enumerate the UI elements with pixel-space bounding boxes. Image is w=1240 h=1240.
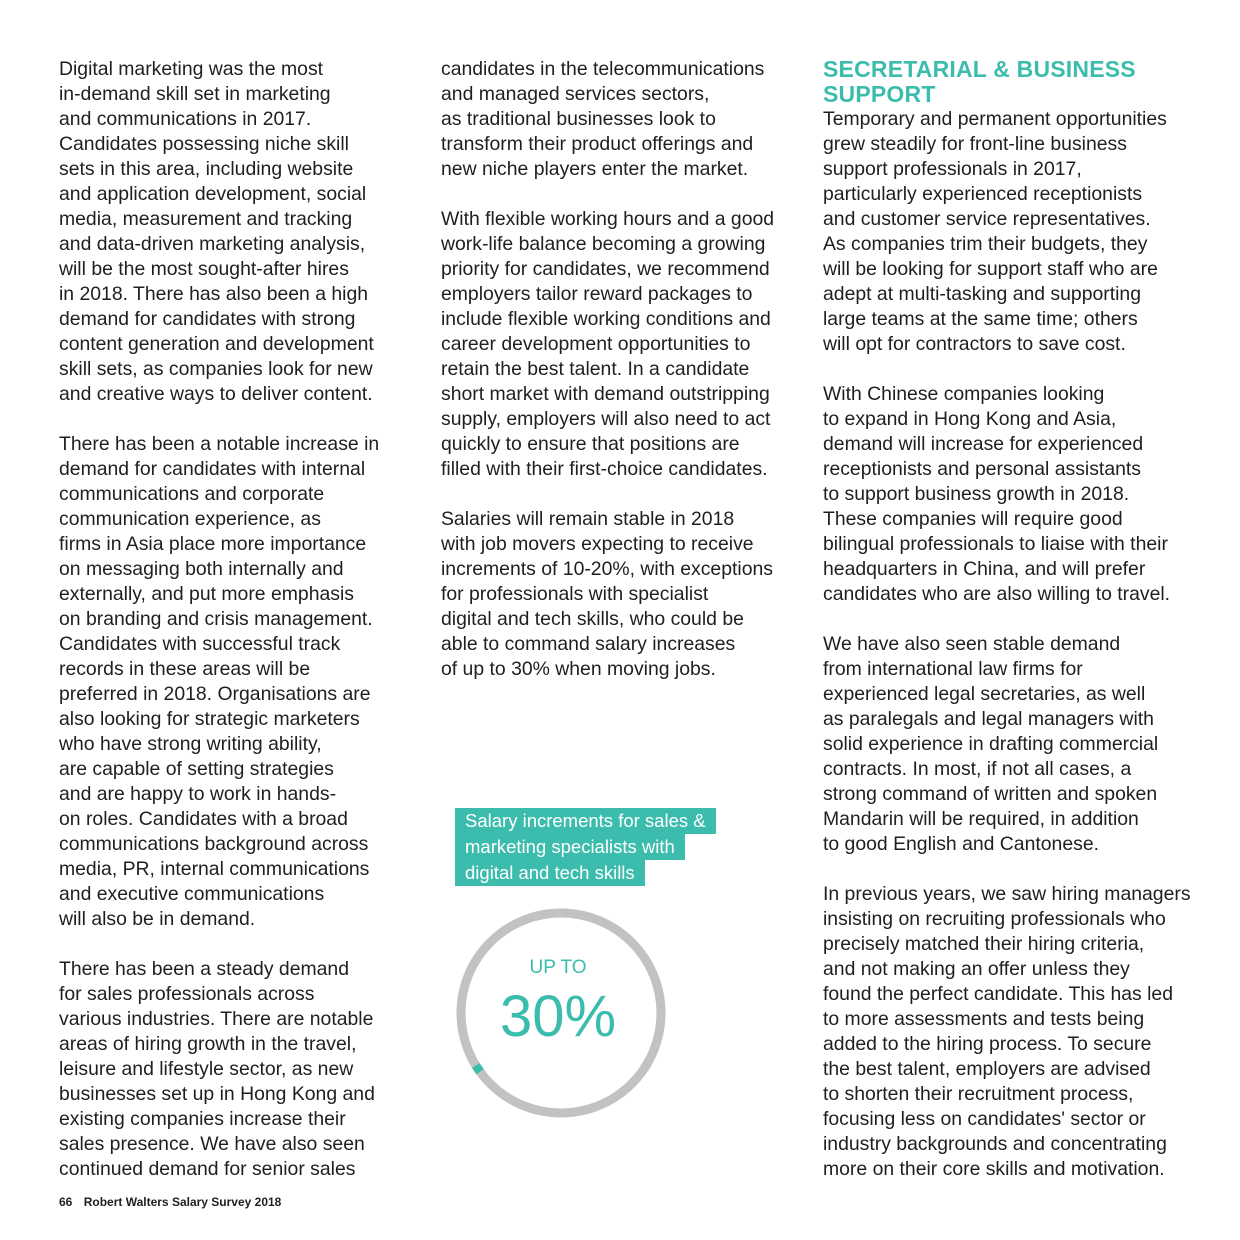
paragraph bbox=[823, 107, 1193, 357]
text-line: Mandarin will be required, in addition bbox=[823, 808, 1139, 830]
text-line: candidates in the telecommunications bbox=[441, 58, 765, 80]
text-line: on messaging both internally and bbox=[59, 558, 344, 580]
text-line: and managed services sectors, bbox=[441, 83, 710, 105]
text-line: media, PR, internal communications bbox=[59, 858, 370, 880]
text-line: work-life balance becoming a growing bbox=[441, 233, 766, 255]
text-line: will opt for contractors to save cost. bbox=[823, 333, 1126, 355]
text-line: skill sets, as companies look for new bbox=[59, 358, 373, 380]
text-line: found the perfect candidate. This has led bbox=[823, 983, 1173, 1005]
text-line: adept at multi-tasking and supporting bbox=[823, 283, 1141, 305]
column-2 bbox=[441, 57, 801, 707]
text-line: and not making an offer unless they bbox=[823, 958, 1130, 980]
text-line: focusing less on candidates' sector or bbox=[823, 1108, 1146, 1130]
text-line: communication experience, as bbox=[59, 508, 321, 530]
text-line: demand for candidates with internal bbox=[59, 458, 366, 480]
text-line: Candidates possessing niche skill bbox=[59, 133, 349, 155]
text-line: There has been a notable increase in bbox=[59, 433, 380, 455]
text-line: with job movers expecting to receive bbox=[441, 533, 754, 555]
text-line: to shorten their recruitment process, bbox=[823, 1083, 1134, 1105]
text-line: With Chinese companies looking bbox=[823, 383, 1105, 405]
text-line: Salaries will remain stable in 2018 bbox=[441, 508, 735, 530]
text-line: media, measurement and tracking bbox=[59, 208, 353, 230]
text-line: in 2018. There has also been a high bbox=[59, 283, 369, 305]
text-line: Temporary and permanent opportunities bbox=[823, 108, 1167, 130]
text-line: continued demand for senior sales bbox=[59, 1158, 356, 1180]
text-line: and are happy to work in hands- bbox=[59, 783, 337, 805]
text-line: solid experience in drafting commercial bbox=[823, 733, 1159, 755]
text-line: contracts. In most, if not all cases, a bbox=[823, 758, 1132, 780]
text-line: transform their product offerings and bbox=[441, 133, 754, 155]
text-line: are capable of setting strategies bbox=[59, 758, 334, 780]
text-line: There has been a steady demand bbox=[59, 958, 349, 980]
heading-line: SECRETARIAL & BUSINESS bbox=[823, 56, 1136, 82]
text-line: We have also seen stable demand bbox=[823, 633, 1121, 655]
text-line: support professionals in 2017, bbox=[823, 158, 1082, 180]
text-line: large teams at the same time; others bbox=[823, 308, 1138, 330]
paragraph bbox=[441, 57, 801, 182]
text-line: strong command of written and spoken bbox=[823, 783, 1158, 805]
text-line: and application development, social bbox=[59, 183, 367, 205]
text-line: on roles. Candidates with a broad bbox=[59, 808, 348, 830]
text-line: the best talent, employers are advised bbox=[823, 1058, 1151, 1080]
text-line: employers tailor reward packages to bbox=[441, 283, 753, 305]
text-line: As companies trim their budgets, they bbox=[823, 233, 1148, 255]
text-line: quickly to ensure that positions are bbox=[441, 433, 740, 455]
text-line: for professionals with specialist bbox=[441, 583, 709, 605]
text-line: records in these areas will be bbox=[59, 658, 311, 680]
paragraph bbox=[441, 207, 801, 482]
text-line: content generation and development bbox=[59, 333, 374, 355]
paragraph bbox=[59, 957, 404, 1182]
page-footer bbox=[59, 1194, 281, 1210]
text-line: sales presence. We have also seen bbox=[59, 1133, 365, 1155]
text-line: In previous years, we saw hiring managers bbox=[823, 883, 1191, 905]
text-line: and data-driven marketing analysis, bbox=[59, 233, 366, 255]
paragraph bbox=[59, 57, 404, 407]
text-line: various industries. There are notable bbox=[59, 1008, 374, 1030]
text-line: and creative ways to deliver content. bbox=[59, 383, 373, 405]
ring-up-to-label: UP TO bbox=[529, 957, 587, 978]
text-line: and executive communications bbox=[59, 883, 325, 905]
text-line: as traditional businesses look to bbox=[441, 108, 716, 130]
text-line: Digital marketing was the most bbox=[59, 58, 324, 80]
text-line: communications and corporate bbox=[59, 483, 325, 505]
ring-percent-value: 30% bbox=[499, 984, 617, 1049]
text-line: grew steadily for front-line business bbox=[823, 133, 1127, 155]
text-line: on branding and crisis management. bbox=[59, 608, 373, 630]
text-line: priority for candidates, we recommend bbox=[441, 258, 770, 280]
text-line: filled with their first-choice candidates. bbox=[441, 458, 768, 480]
text-line: of up to 30% when moving jobs. bbox=[441, 658, 716, 680]
text-line: businesses set up in Hong Kong and bbox=[59, 1083, 375, 1105]
text-line: sets in this area, including website bbox=[59, 158, 354, 180]
text-line: receptionists and personal assistants bbox=[823, 458, 1141, 480]
text-line: able to command salary increases bbox=[441, 633, 736, 655]
paragraph bbox=[59, 432, 404, 932]
text-line: These companies will require good bbox=[823, 508, 1123, 530]
paragraph bbox=[441, 507, 801, 682]
text-line: who have strong writing ability, bbox=[59, 733, 322, 755]
text-line: in-demand skill set in marketing bbox=[59, 83, 331, 105]
paragraph bbox=[823, 632, 1193, 857]
text-line: will be looking for support staff who are bbox=[823, 258, 1158, 280]
column-3 bbox=[823, 57, 1193, 1207]
page-number: 66 bbox=[59, 1195, 73, 1209]
column-3-body bbox=[823, 107, 1193, 1182]
text-line: retain the best talent. In a candidate bbox=[441, 358, 750, 380]
text-line: to support business growth in 2018. bbox=[823, 483, 1130, 505]
text-line: as paralegals and legal managers with bbox=[823, 708, 1154, 730]
paragraph bbox=[823, 382, 1193, 607]
text-line: will be the most sought-after hires bbox=[59, 258, 349, 280]
text-line: experienced legal secretaries, as well bbox=[823, 683, 1146, 705]
text-line: existing companies increase their bbox=[59, 1108, 346, 1130]
text-line: With flexible working hours and a good bbox=[441, 208, 775, 230]
column-1 bbox=[59, 57, 404, 1207]
text-line: increments of 10-20%, with exceptions bbox=[441, 558, 773, 580]
text-line: candidates who are also willing to travel. bbox=[823, 583, 1171, 605]
text-line: preferred in 2018. Organisations are bbox=[59, 683, 371, 705]
text-line: added to the hiring process. To secure bbox=[823, 1033, 1152, 1055]
callout-line: digital and tech skills bbox=[455, 860, 645, 886]
text-line: insisting on recruiting professionals who bbox=[823, 908, 1166, 930]
heading-line: SUPPORT bbox=[823, 81, 936, 107]
text-line: particularly experienced receptionists bbox=[823, 183, 1143, 205]
text-line: leisure and lifestyle sector, as new bbox=[59, 1058, 354, 1080]
text-line: and communications in 2017. bbox=[59, 108, 312, 130]
text-line: to more assessments and tests being bbox=[823, 1008, 1145, 1030]
text-line: bilingual professionals to liaise with their bbox=[823, 533, 1168, 555]
text-line: will also be in demand. bbox=[59, 908, 256, 930]
text-line: new niche players enter the market. bbox=[441, 158, 749, 180]
text-line: supply, employers will also need to act bbox=[441, 408, 771, 430]
callout-line: marketing specialists with bbox=[455, 834, 685, 860]
text-line: for sales professionals across bbox=[59, 983, 315, 1005]
text-line: areas of hiring growth in the travel, bbox=[59, 1033, 357, 1055]
text-line: career development opportunities to bbox=[441, 333, 751, 355]
text-line: precisely matched their hiring criteria, bbox=[823, 933, 1145, 955]
text-line: include flexible working conditions and bbox=[441, 308, 771, 330]
text-line: also looking for strategic marketers bbox=[59, 708, 360, 730]
publication-title: Robert Walters Salary Survey 2018 bbox=[83, 1195, 282, 1209]
paragraph bbox=[823, 882, 1193, 1182]
text-line: headquarters in China, and will prefer bbox=[823, 558, 1146, 580]
text-line: to expand in Hong Kong and Asia, bbox=[823, 408, 1117, 430]
text-line: Candidates with successful track bbox=[59, 633, 341, 655]
text-line: and customer service representatives. bbox=[823, 208, 1151, 230]
callout-line: Salary increments for sales & bbox=[455, 808, 716, 834]
text-line: short market with demand outstripping bbox=[441, 383, 770, 405]
section-heading bbox=[823, 57, 1193, 107]
text-line: firms in Asia place more importance bbox=[59, 533, 367, 555]
text-line: externally, and put more emphasis bbox=[59, 583, 354, 605]
text-line: industry backgrounds and concentrating bbox=[823, 1133, 1167, 1155]
text-line: demand for candidates with strong bbox=[59, 308, 356, 330]
text-line: from international law firms for bbox=[823, 658, 1083, 680]
text-line: demand will increase for experienced bbox=[823, 433, 1144, 455]
text-line: more on their core skills and motivation. bbox=[823, 1158, 1165, 1180]
text-line: to good English and Cantonese. bbox=[823, 833, 1099, 855]
text-line: communications background across bbox=[59, 833, 369, 855]
text-line: digital and tech skills, who could be bbox=[441, 608, 744, 630]
